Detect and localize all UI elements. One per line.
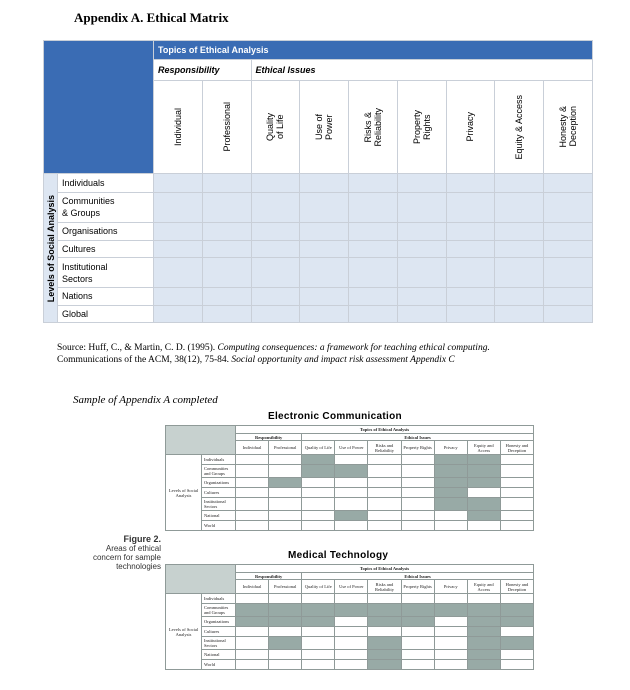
empty-cell <box>401 465 434 478</box>
shaded-cell <box>434 488 467 498</box>
shaded-cell <box>335 465 368 478</box>
shaded-cell <box>467 650 500 660</box>
matrix-cell <box>446 223 495 240</box>
row-label: Nations <box>58 288 154 305</box>
matrix-cell <box>300 192 349 223</box>
matrix-cell <box>446 174 495 192</box>
empty-cell <box>401 511 434 521</box>
matrix-cell <box>397 305 446 322</box>
matrix-cell <box>154 288 203 305</box>
matrix-cell <box>495 257 544 288</box>
matrix-cell <box>544 192 593 223</box>
matrix-cell <box>495 174 544 192</box>
shaded-cell <box>368 637 401 650</box>
empty-cell <box>236 627 269 637</box>
empty-cell <box>302 511 335 521</box>
column-header: Professional <box>202 80 251 174</box>
matrix-cell <box>495 288 544 305</box>
shaded-cell <box>236 604 269 617</box>
column-header: Use of Power <box>300 80 349 174</box>
matrix-cell <box>495 305 544 322</box>
matrix-cell <box>300 240 349 257</box>
empty-cell <box>500 465 533 478</box>
matrix-cell <box>202 288 251 305</box>
levels-side-label: Levels of Social Analysis <box>44 174 58 323</box>
empty-cell <box>236 637 269 650</box>
empty-cell <box>368 511 401 521</box>
shaded-cell <box>467 627 500 637</box>
row-label: Cultures <box>58 240 154 257</box>
empty-cell <box>368 455 401 465</box>
matrix-cell <box>349 257 398 288</box>
matrix-cell <box>446 240 495 257</box>
matrix-cell <box>495 240 544 257</box>
matrix-cell <box>349 240 398 257</box>
shaded-cell <box>434 498 467 511</box>
matrix-cell <box>154 305 203 322</box>
column-header: Risks & Reliability <box>349 80 398 174</box>
shaded-cell <box>368 604 401 617</box>
empty-cell <box>401 627 434 637</box>
empty-cell <box>467 488 500 498</box>
empty-cell <box>401 594 434 604</box>
empty-cell <box>368 627 401 637</box>
shaded-cell <box>467 604 500 617</box>
empty-cell <box>302 488 335 498</box>
column-header: Honesty & Deception <box>544 80 593 174</box>
empty-cell <box>269 650 302 660</box>
matrix-cell <box>544 288 593 305</box>
matrix-cell <box>300 174 349 192</box>
shaded-cell <box>302 617 335 627</box>
empty-cell <box>269 511 302 521</box>
empty-cell <box>368 521 401 531</box>
matrix-cell <box>446 257 495 288</box>
empty-cell <box>302 478 335 488</box>
shaded-cell <box>467 637 500 650</box>
empty-cell <box>236 488 269 498</box>
empty-cell <box>401 488 434 498</box>
matrix-cell <box>544 257 593 288</box>
matrix-cell <box>202 240 251 257</box>
empty-cell <box>335 521 368 531</box>
shaded-cell <box>500 637 533 650</box>
topics-header: Topics of Ethical Analysis <box>154 41 593 60</box>
empty-cell <box>500 455 533 465</box>
empty-cell <box>500 627 533 637</box>
shaded-cell <box>467 455 500 465</box>
shaded-cell <box>434 604 467 617</box>
empty-cell <box>236 594 269 604</box>
empty-cell <box>302 594 335 604</box>
matrix-cell <box>446 192 495 223</box>
sample-caption: Sample of Appendix A completed <box>73 394 218 406</box>
shaded-cell <box>500 604 533 617</box>
empty-cell <box>236 498 269 511</box>
matrix-cell <box>397 288 446 305</box>
shaded-cell <box>467 498 500 511</box>
matrix-cell <box>154 257 203 288</box>
empty-cell <box>401 660 434 670</box>
shaded-cell <box>467 617 500 627</box>
shaded-cell <box>335 511 368 521</box>
empty-cell <box>401 521 434 531</box>
empty-cell <box>434 594 467 604</box>
shaded-cell <box>401 604 434 617</box>
empty-cell <box>302 627 335 637</box>
empty-cell <box>434 511 467 521</box>
empty-cell <box>269 465 302 478</box>
empty-cell <box>368 488 401 498</box>
shaded-cell <box>269 478 302 488</box>
empty-cell <box>236 478 269 488</box>
empty-cell <box>335 650 368 660</box>
empty-cell <box>434 637 467 650</box>
shaded-cell <box>401 617 434 627</box>
column-header: Equity & Access <box>495 80 544 174</box>
shaded-cell <box>434 465 467 478</box>
matrix-cell <box>349 192 398 223</box>
matrix-cell <box>544 174 593 192</box>
matrix-cell <box>397 257 446 288</box>
shaded-cell <box>467 478 500 488</box>
matrix-cell <box>251 305 300 322</box>
empty-cell <box>467 594 500 604</box>
column-header: Individual <box>154 80 203 174</box>
sample-matrix: Topics of Ethical Analysis Responsibility Ethical Issues Individual Professional Quality of Life Use of Power Risks and Reliability Property Rights Privacy Equity and Access Honesty and Deception Levels of Social Analysis Individuals Communities and Groups Organizations Cultures Institutional Sectors National World <box>165 425 534 531</box>
figure-caption: Figure 2. Areas of ethical concern for sample technologies <box>92 534 161 571</box>
matrix-cell <box>300 288 349 305</box>
matrix-cell <box>349 305 398 322</box>
empty-cell <box>236 511 269 521</box>
empty-cell <box>236 455 269 465</box>
shaded-cell <box>467 465 500 478</box>
empty-cell <box>269 594 302 604</box>
empty-cell <box>302 650 335 660</box>
matrix-cell <box>495 192 544 223</box>
empty-cell <box>302 498 335 511</box>
matrix-cell <box>154 240 203 257</box>
empty-cell <box>401 498 434 511</box>
ethical-matrix <box>43 40 593 323</box>
matrix-cell <box>202 174 251 192</box>
shaded-cell <box>434 455 467 465</box>
empty-cell <box>434 617 467 627</box>
matrix-cell <box>349 174 398 192</box>
row-label: Global <box>58 305 154 322</box>
shaded-cell <box>302 604 335 617</box>
empty-cell <box>269 455 302 465</box>
row-label: Institutional Sectors <box>58 257 154 288</box>
matrix-cell <box>300 223 349 240</box>
empty-cell <box>368 498 401 511</box>
responsibility-header: Responsibility <box>154 60 252 80</box>
empty-cell <box>236 521 269 531</box>
matrix-cell <box>544 223 593 240</box>
empty-cell <box>500 498 533 511</box>
empty-cell <box>302 637 335 650</box>
row-label: Communities & Groups <box>58 192 154 223</box>
shaded-cell <box>269 604 302 617</box>
empty-cell <box>302 521 335 531</box>
shaded-cell <box>302 465 335 478</box>
empty-cell <box>269 498 302 511</box>
matrix-cell <box>154 174 203 192</box>
empty-cell <box>368 478 401 488</box>
matrix-cell <box>349 288 398 305</box>
empty-cell <box>500 650 533 660</box>
shaded-cell <box>368 650 401 660</box>
empty-cell <box>335 594 368 604</box>
empty-cell <box>335 478 368 488</box>
matrix-cell <box>251 174 300 192</box>
matrix-cell <box>202 223 251 240</box>
empty-cell <box>368 594 401 604</box>
empty-cell <box>335 498 368 511</box>
shaded-cell <box>236 617 269 627</box>
matrix-cell <box>397 240 446 257</box>
shaded-cell <box>467 660 500 670</box>
row-label: Organisations <box>58 223 154 240</box>
column-header: Quality of Life <box>251 80 300 174</box>
empty-cell <box>500 660 533 670</box>
matrix-cell <box>251 223 300 240</box>
empty-cell <box>335 660 368 670</box>
empty-cell <box>434 650 467 660</box>
empty-cell <box>500 521 533 531</box>
empty-cell <box>236 465 269 478</box>
empty-cell <box>236 650 269 660</box>
matrix-cell <box>154 223 203 240</box>
empty-cell <box>500 511 533 521</box>
shaded-cell <box>368 660 401 670</box>
shaded-cell <box>368 617 401 627</box>
page-heading: Appendix A. Ethical Matrix <box>74 10 229 25</box>
shaded-cell <box>434 478 467 488</box>
matrix-cell <box>251 257 300 288</box>
column-header: Property Rights <box>397 80 446 174</box>
empty-cell <box>467 521 500 531</box>
empty-cell <box>434 660 467 670</box>
sample-chart-title: Medical Technology <box>288 550 389 561</box>
empty-cell <box>269 660 302 670</box>
shaded-cell <box>269 617 302 627</box>
matrix-cell <box>300 305 349 322</box>
matrix-cell <box>397 223 446 240</box>
source-citation: Source: Huff, C., & Martin, C. D. (1995). Computing consequences: a framework for teaching ethical computing. Communications of the ACM, 38(12), 75-84. Social opportunity and impact risk assessment Appendix C <box>57 343 490 365</box>
matrix-cell <box>544 305 593 322</box>
empty-cell <box>500 594 533 604</box>
empty-cell <box>401 478 434 488</box>
row-label: Individuals <box>58 174 154 192</box>
shaded-cell <box>335 604 368 617</box>
matrix-cell <box>544 240 593 257</box>
empty-cell <box>434 521 467 531</box>
sample-chart-title: Electronic Communication <box>268 411 402 422</box>
matrix-cell <box>202 192 251 223</box>
empty-cell <box>434 627 467 637</box>
matrix-cell <box>495 223 544 240</box>
empty-cell <box>335 637 368 650</box>
empty-cell <box>335 627 368 637</box>
empty-cell <box>269 488 302 498</box>
matrix-cell <box>446 305 495 322</box>
matrix-cell <box>397 174 446 192</box>
ethical-issues-header: Ethical Issues <box>251 60 592 80</box>
empty-cell <box>236 660 269 670</box>
empty-cell <box>401 455 434 465</box>
empty-cell <box>401 637 434 650</box>
empty-cell <box>368 465 401 478</box>
empty-cell <box>335 488 368 498</box>
empty-cell <box>269 627 302 637</box>
empty-cell <box>302 660 335 670</box>
empty-cell <box>335 455 368 465</box>
matrix-cell <box>397 192 446 223</box>
matrix-cell <box>251 192 300 223</box>
empty-cell <box>500 478 533 488</box>
empty-cell <box>500 488 533 498</box>
empty-cell <box>269 521 302 531</box>
matrix-cell <box>251 240 300 257</box>
matrix-cell <box>300 257 349 288</box>
shaded-cell <box>302 455 335 465</box>
matrix-cell <box>202 305 251 322</box>
matrix-cell <box>202 257 251 288</box>
column-header: Privacy <box>446 80 495 174</box>
shaded-cell <box>269 637 302 650</box>
matrix-cell <box>446 288 495 305</box>
matrix-cell <box>251 288 300 305</box>
empty-cell <box>401 650 434 660</box>
matrix-cell <box>349 223 398 240</box>
shaded-cell <box>500 617 533 627</box>
matrix-cell <box>154 192 203 223</box>
sample-matrix: Topics of Ethical Analysis Responsibility Ethical Issues Individual Professional Quality of Life Use of Power Risks and Reliability Property Rights Privacy Equity and Access Honesty and Deception Levels of Social Analysis Individuals Communities and Groups Organizations Cultures Institutional Sectors National World <box>165 564 534 670</box>
shaded-cell <box>467 511 500 521</box>
empty-cell <box>335 617 368 627</box>
